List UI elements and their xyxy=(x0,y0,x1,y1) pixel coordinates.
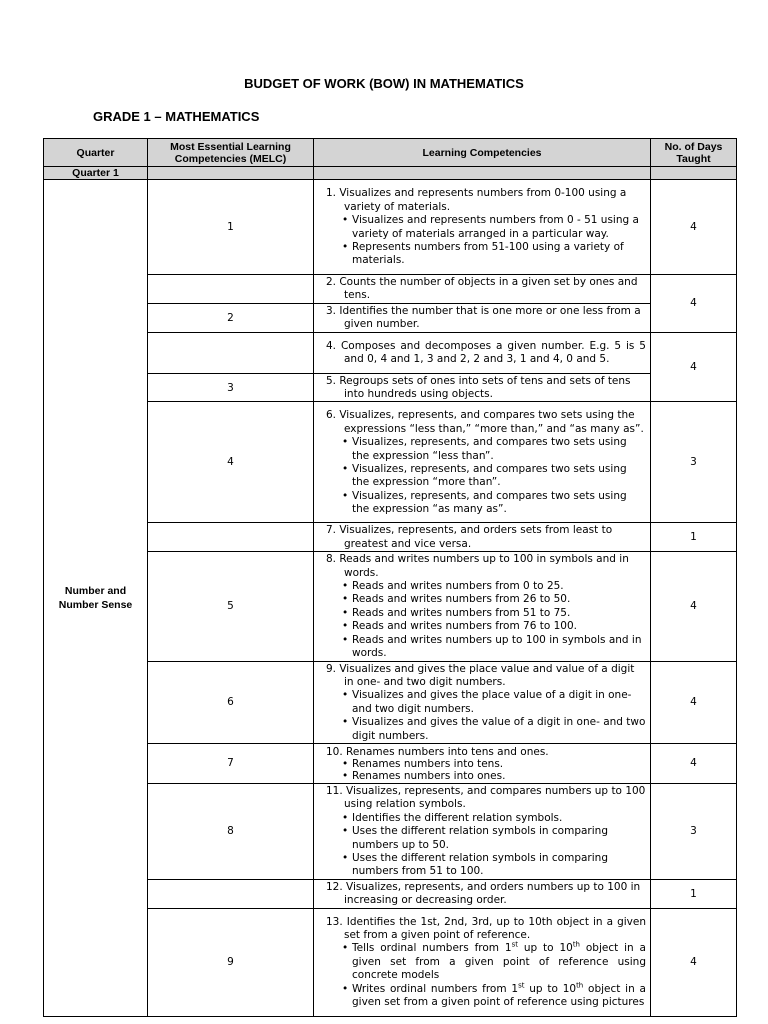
competency-item: 13. Identifies the 1st, 2nd, 3rd, up to 10th object in a given set from a given point of reference. xyxy=(326,915,646,942)
competency-item: 10. Renames numbers into tens and ones. xyxy=(326,745,549,758)
competency-item: 4. Composes and decomposes a given number. E.g. 5 is 5 and 0, 4 and 1, 3 and 2, 2 and 3, 1 and 4, 0 and 5. xyxy=(326,339,646,366)
sub-competency-item: • Reads and writes numbers up to 100 in symbols and in words. xyxy=(320,634,646,661)
sub-competency-item: • Identifies the different relation symbols. xyxy=(320,812,646,825)
grade-title: GRADE 1 – MATHEMATICS xyxy=(93,109,260,124)
sub-competency-item: • Uses the different relation symbols in comparing numbers up to 50. xyxy=(320,825,646,852)
competency-cell xyxy=(314,879,651,908)
melc-empty xyxy=(148,879,314,908)
sub-competency-item: • Reads and writes numbers from 26 to 50. xyxy=(320,593,646,606)
sub-competency-item: • Visualizes and represents numbers from 0 - 51 using a variety of materials arranged in a particular way. xyxy=(320,214,646,241)
melc-empty xyxy=(148,332,314,373)
melc-number: 9 xyxy=(148,908,314,1016)
melc-empty xyxy=(148,275,314,304)
days-cell: 4 xyxy=(651,908,737,1016)
sub-competency-item: • Tells ordinal numbers from 1st up to 10th object in a given set from a given point of reference using concrete models xyxy=(320,942,646,982)
days-cell: 1 xyxy=(651,879,737,908)
days-cell: 3 xyxy=(651,783,737,879)
sub-competency-item: • Reads and writes numbers from 0 to 25. xyxy=(320,580,646,593)
melc-number: 1 xyxy=(148,180,314,275)
competency-cell xyxy=(314,303,651,332)
competency-cell xyxy=(314,332,651,373)
sub-competency-item: • Renames numbers into ones. xyxy=(320,770,646,782)
table-row xyxy=(44,743,737,783)
table-row xyxy=(44,303,737,332)
table-row xyxy=(44,180,737,275)
days-cell: 1 xyxy=(651,523,737,552)
days-cell: 4 xyxy=(651,275,737,333)
competency-item: 2. Counts the number of objects in a given set by ones and tens. xyxy=(326,276,638,302)
days-cell: 4 xyxy=(651,332,737,402)
sub-competency-item: • Visualizes, represents, and compares two sets using the expression “less than”. xyxy=(320,436,646,463)
melc-number: 8 xyxy=(148,783,314,879)
competency-item: 9. Visualizes and gives the place value and value of a digit in one- and two digit numbers. xyxy=(326,662,635,688)
sub-competency-item: • Visualizes and gives the value of a digit in one- and two digit numbers. xyxy=(320,716,646,743)
competency-cell xyxy=(314,523,651,552)
melc-number: 3 xyxy=(148,373,314,402)
competency-cell xyxy=(314,180,651,275)
table-row xyxy=(44,402,737,523)
document-title: BUDGET OF WORK (BOW) IN MATHEMATICS xyxy=(244,76,524,91)
sub-competency-item: • Renames numbers into tens. xyxy=(320,758,646,770)
days-cell: 4 xyxy=(651,180,737,275)
days-cell: 4 xyxy=(651,552,737,661)
competency-item: 6. Visualizes, represents, and compares two sets using the expressions “less than,” “more than,” and “as many as”. xyxy=(326,409,644,435)
competency-cell xyxy=(314,552,651,661)
competency-item: 5. Regroups sets of ones into sets of tens and sets of tens into hundreds using objects. xyxy=(326,374,631,401)
quarter-row xyxy=(44,167,737,180)
competency-item: 3. Identifies the number that is one more or one less from a given number. xyxy=(326,304,641,331)
domain-cell: Number and Number Sense xyxy=(44,180,148,1017)
table-row xyxy=(44,879,737,908)
competency-item: 12. Visualizes, represents, and orders numbers up to 100 in increasing or decreasing order. xyxy=(326,880,641,907)
table-header-row xyxy=(44,139,737,167)
melc-number: 6 xyxy=(148,661,314,743)
competency-cell xyxy=(314,373,651,402)
table-row xyxy=(44,523,737,552)
budget-of-work-table xyxy=(43,138,737,1017)
sub-competency-item: • Writes ordinal numbers from 1st up to 10th object in a given set from a given point of reference using pictures xyxy=(320,983,646,1010)
table-row xyxy=(44,661,737,743)
table-row xyxy=(44,332,737,373)
competency-cell xyxy=(314,908,651,1016)
competency-cell xyxy=(314,743,651,783)
quarter-label: Quarter 1 xyxy=(44,167,148,180)
sub-competency-item: • Reads and writes numbers from 76 to 100. xyxy=(320,620,646,633)
competency-cell xyxy=(314,661,651,743)
header-quarter: Quarter xyxy=(44,139,148,167)
sub-competency-item: • Visualizes, represents, and compares two sets using the expression “more than”. xyxy=(320,463,646,490)
sub-competency-item: • Visualizes and gives the place value of a digit in one- and two digit numbers. xyxy=(320,689,646,716)
header-melc: Most Essential Learning Competencies (MELC) xyxy=(148,139,314,167)
sub-competency-item: • Reads and writes numbers from 51 to 75. xyxy=(320,607,646,620)
days-cell: 3 xyxy=(651,402,737,523)
competency-item: 8. Reads and writes numbers up to 100 in symbols and in words. xyxy=(326,553,629,579)
header-competencies: Learning Competencies xyxy=(314,139,651,167)
table-row xyxy=(44,783,737,879)
table-row xyxy=(44,908,737,1016)
competency-cell xyxy=(314,402,651,523)
sub-competency-item: • Uses the different relation symbols in comparing numbers from 51 to 100. xyxy=(320,852,646,879)
competency-cell xyxy=(314,275,651,304)
melc-number: 4 xyxy=(148,402,314,523)
days-cell: 4 xyxy=(651,661,737,743)
competency-cell xyxy=(314,783,651,879)
melc-number: 2 xyxy=(148,303,314,332)
table-row xyxy=(44,552,737,661)
header-days: No. of Days Taught xyxy=(651,139,737,167)
competency-item: 11. Visualizes, represents, and compares numbers up to 100 using relation symbols. xyxy=(326,784,646,811)
melc-number: 5 xyxy=(148,552,314,661)
competency-item: 1. Visualizes and represents numbers from 0-100 using a variety of materials. xyxy=(326,187,627,213)
sub-competency-item: • Represents numbers from 51-100 using a variety of materials. xyxy=(320,241,646,268)
sub-competency-item: • Visualizes, represents, and compares two sets using the expression “as many as”. xyxy=(320,490,646,517)
melc-empty xyxy=(148,523,314,552)
melc-number: 7 xyxy=(148,743,314,783)
competency-item: 7. Visualizes, represents, and orders sets from least to greatest and vice versa. xyxy=(326,524,613,550)
table-row xyxy=(44,275,737,304)
table-row xyxy=(44,373,737,402)
days-cell: 4 xyxy=(651,743,737,783)
